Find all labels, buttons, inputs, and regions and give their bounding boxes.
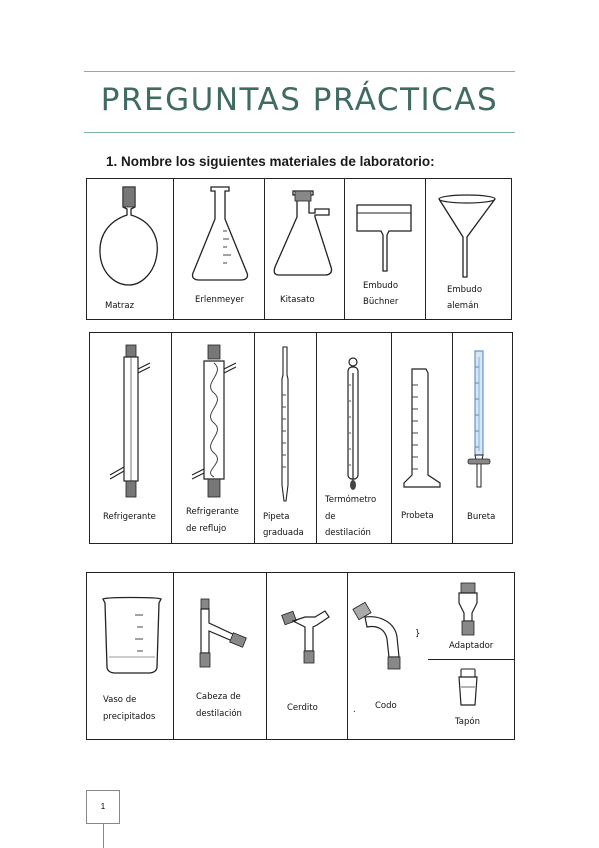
question-1: 1. Nombre los siguientes materiales de laboratorio:: [106, 154, 435, 169]
cell-divider: [347, 573, 348, 739]
label-matraz: Matraz: [105, 301, 135, 311]
cell-divider: [173, 573, 174, 739]
graduated-cylinder-illustration: [400, 365, 444, 489]
title-underline: [84, 132, 515, 133]
label-tapon: Tapón: [455, 717, 480, 727]
burette-illustration: [464, 347, 494, 497]
beaker-illustration: [97, 595, 167, 675]
reflux-condenser-illustration: [186, 343, 246, 503]
label-refrigerante-reflujo-2: de reflujo: [186, 524, 227, 534]
adaptador-illustration: [453, 581, 483, 639]
cell-divider: [266, 573, 267, 739]
label-probeta: Probeta: [401, 511, 434, 521]
label-embudo-aleman-2: alemán: [447, 301, 479, 311]
cell-divider: [428, 659, 515, 660]
cell-divider: [171, 333, 172, 543]
german-funnel-illustration: [433, 191, 501, 281]
label-embudo-buchner-2: Büchner: [363, 297, 399, 307]
page-number-tick: [103, 824, 104, 848]
label-embudo-aleman-1: Embudo: [447, 285, 483, 295]
label-vaso-2: precipitados: [103, 712, 156, 722]
adaptador-mark: }: [415, 629, 421, 639]
label-bureta: Bureta: [467, 512, 496, 522]
cell-divider: [452, 333, 453, 543]
label-erlenmeyer: Erlenmeyer: [195, 295, 245, 305]
label-cabeza-2: destilación: [196, 709, 242, 719]
cell-divider: [425, 179, 426, 319]
label-refrigerante-reflujo-1: Refrigerante: [186, 507, 239, 517]
label-vaso-1: Vaso de: [103, 695, 137, 705]
cerdito-adapter-illustration: [279, 601, 339, 667]
round-flask-illustration: [93, 185, 165, 289]
label-termometro-3: destilación: [325, 528, 371, 538]
buchner-funnel-illustration: [353, 199, 417, 275]
table-row-3: [86, 572, 515, 740]
label-embudo-buchner-1: Embudo: [363, 281, 399, 291]
codo-adapter-illustration: [351, 599, 417, 671]
label-adaptador: Adaptador: [449, 641, 494, 651]
page-number: 1: [86, 790, 120, 824]
cell-divider: [254, 333, 255, 543]
label-cabeza-1: Cabeza de: [196, 692, 241, 702]
distillation-head-illustration: [187, 597, 257, 677]
cell-divider: [391, 333, 392, 543]
label-codo-dot: .: [353, 705, 356, 715]
distillation-thermometer-illustration: [338, 355, 368, 495]
graduated-pipette-illustration: [272, 345, 298, 505]
label-pipeta-2: graduada: [263, 528, 304, 538]
erlenmeyer-flask-illustration: [185, 183, 255, 283]
label-termometro-1: Termómetro: [325, 495, 377, 505]
label-cerdito: Cerdito: [287, 703, 318, 713]
top-rule: [84, 71, 515, 72]
table-row-1: [86, 178, 512, 320]
label-refrigerante: Refrigerante: [103, 512, 156, 522]
table-row-2: [89, 332, 513, 544]
label-pipeta-1: Pipeta: [263, 512, 290, 522]
label-codo: Codo: [375, 701, 397, 711]
kitasato-flask-illustration: [269, 185, 343, 281]
label-kitasato: Kitasato: [280, 295, 315, 305]
tapon-stopper-illustration: [455, 667, 481, 709]
cell-divider: [264, 179, 265, 319]
liebig-condenser-illustration: [104, 343, 164, 503]
label-termometro-2: de: [325, 512, 336, 522]
cell-divider: [344, 179, 345, 319]
cell-divider: [173, 179, 174, 319]
page-title: PREGUNTAS PRÁCTICAS: [100, 82, 499, 118]
cell-divider: [316, 333, 317, 543]
